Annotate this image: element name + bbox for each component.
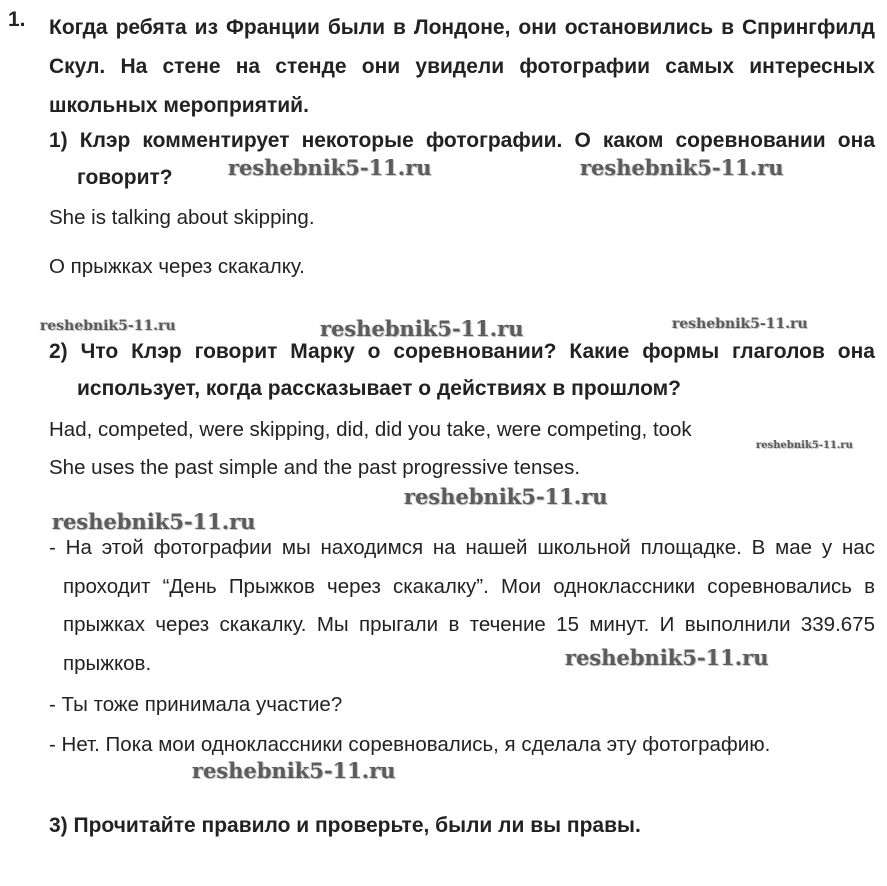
question-1: 1) Клэр комментирует некоторые фотографии. О каком соревновании она говорит? — [49, 129, 875, 189]
dialogue-line-1: - На этой фотографии мы находимся на нашей школьной площадке. В мае у нас проходит “День Прыжков через скакалку”. Мои одноклассники соревновались в прыжках через скакалку. Мы прыгали в течение 15 минут. И выполнили 339.675 прыжков. — [49, 536, 875, 675]
answer-1-russian: О прыжках через скакалку. — [49, 255, 305, 278]
watermark: reshebnik5-11.ru — [565, 645, 769, 670]
task-intro: Когда ребята из Франции были в Лондоне, они остановились в Спрингфилд Скул. На стене на стенде они увидели фотографии самых интересных школьных мероприятий. — [49, 16, 875, 117]
watermark: reshebnik5-11.ru — [52, 509, 256, 534]
watermark: reshebnik5-11.ru — [192, 758, 396, 783]
answer-2-verb-forms: Had, competed, were skipping, did, did you take, were competing, took — [49, 418, 692, 441]
answer-2-tenses: She uses the past simple and the past progressive tenses. — [49, 456, 581, 479]
question-2: 2) Что Клэр говорит Марку о соревновании? Какие формы глаголов она использует, когда рассказывает о действиях в прошлом? — [49, 340, 875, 400]
watermark: reshebnik5-11.ru — [580, 155, 784, 180]
watermark: reshebnik5-11.ru — [228, 155, 432, 180]
watermark: reshebnik5-11.ru — [40, 318, 176, 334]
watermark: reshebnik5-11.ru — [404, 484, 608, 509]
answer-1-english: She is talking about skipping. — [49, 206, 315, 229]
task-number: 1. — [8, 8, 26, 31]
question-3: 3) Прочитайте правило и проверьте, были ли вы правы. — [49, 814, 641, 837]
dialogue-line-3: - Нет. Пока мои одноклассники соревновались, я сделала эту фотографию. — [49, 733, 771, 756]
watermark: reshebnik5-11.ru — [320, 316, 524, 341]
dialogue-line-2: - Ты тоже принимала участие? — [49, 693, 343, 716]
watermark: reshebnik5-11.ru — [672, 316, 808, 332]
watermark: reshebnik5-11.ru — [756, 440, 853, 451]
